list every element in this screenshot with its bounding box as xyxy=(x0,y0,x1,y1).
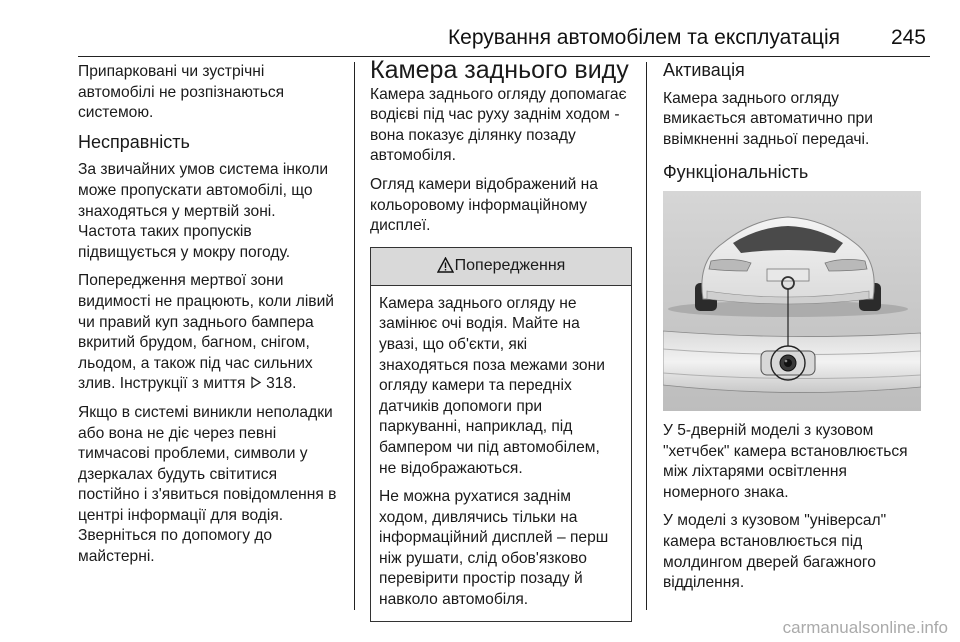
warning-paragraph: Камера заднього огляду не замінює очі водія. Майте на увазі, що об'єкти, які знаходяться поза межами зони огляду камери та передніх датчиків допомоги при паркуванні, наприклад, під бампером чи під автомобілем, не відображаються. xyxy=(379,294,605,477)
paragraph: За звичайних умов система інколи може пропускати автомобілі, що знаходяться у мертвій зоні. Частота таких пропусків підвищується у мокру погоду. xyxy=(78,161,329,261)
paragraph: Огляд камери відображений на кольоровому інформаційному дисплеї. xyxy=(370,175,598,235)
warning-header xyxy=(371,248,631,286)
heading-activation: Активація xyxy=(663,60,745,80)
arrow-ref-icon xyxy=(250,375,262,392)
column-right xyxy=(663,62,930,602)
column-middle xyxy=(370,56,632,622)
warning-paragraph: Не можна рухатися заднім ходом, дивлячись тільки на інформаційний дисплей – перш ніж рушати, слід обов'язково перевірити простір позаду й навколо автомобіля. xyxy=(379,488,609,609)
paragraph: Камера заднього огляду допомагає водієві під час руху заднім ходом - вона показує ділянку позаду автомобіля. xyxy=(370,85,627,165)
page-header xyxy=(78,0,930,57)
paragraph: У 5-дверній моделі з кузовом "хетчбек" камера встановлюється між ліхтарями освітлення номерного знака. xyxy=(663,421,908,501)
heading-function: Функціональність xyxy=(663,162,809,183)
watermark: carmanualsonline.info xyxy=(782,618,948,637)
rear-camera-illustration xyxy=(663,191,921,411)
paragraph: Камера заднього огляду вмикається автоматично при ввімкненні задньої передачі. xyxy=(663,89,873,148)
heading-fault: Несправність xyxy=(78,131,190,152)
warning-title: Попередження xyxy=(454,256,566,274)
warning-body xyxy=(371,286,631,621)
warning-triangle-icon xyxy=(437,256,454,277)
reference-page-link[interactable]: 318. xyxy=(266,375,297,393)
main-title: Камера заднього виду xyxy=(370,56,629,84)
column-divider xyxy=(646,62,647,610)
paragraph-with-reference xyxy=(78,271,346,395)
paragraph: Якщо в системі виникли неполадки або вона не діє через певні тимчасові проблеми, символи у дзеркалах будуть світитися постійно і з'явиться повідомлення в центрі інформації для водія. Зверніться по допомогу до майстерні. xyxy=(78,403,337,566)
warning-box xyxy=(370,247,632,622)
column-left xyxy=(78,62,346,576)
page-number: 245 xyxy=(890,26,926,49)
paragraph: Припарковані чи зустрічні автомобілі не розпізнаються системою. xyxy=(78,63,285,122)
paragraph: У моделі з кузовом "універсал" камера встановлюється під молдингом дверей багажного відділення. xyxy=(663,512,887,592)
section-title: Керування автомобілем та експлуатація xyxy=(447,26,840,49)
paragraph-text: Попередження мертвої зони видимості не працюють, коли лівий чи правий куп заднього бампера вкритий брудом, багном, снігом, льодом, а також під час сильних злив. Інструкції з миття xyxy=(78,272,334,393)
column-divider xyxy=(354,62,355,610)
